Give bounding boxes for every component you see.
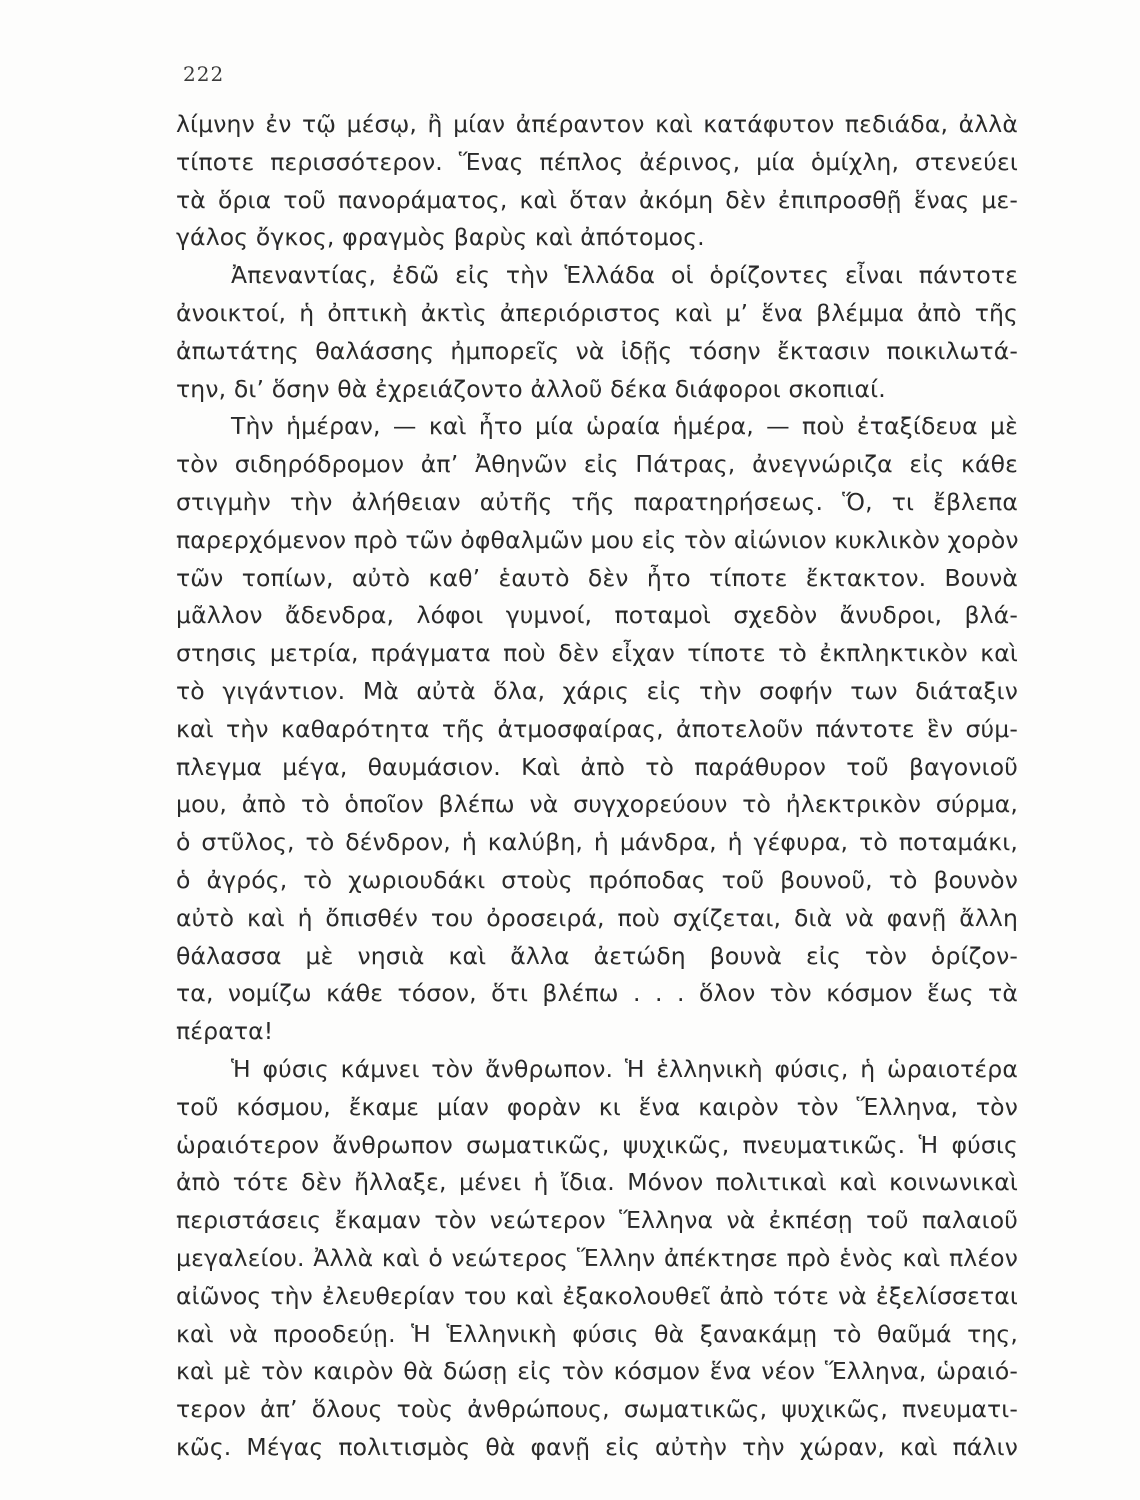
text-line: ἀνοικτοί, ἡ ὀπτικὴ ἀκτὶς ἀπεριόριστος καὶ μ’ ἕνα βλέμμα ἀπὸ τῆς [176,298,1018,327]
text-line: ἀπὸ τότε δὲν ἤλλαξε, μένει ἡ ἴδια. Μόνον πολιτικαὶ καὶ κοινωνικαὶ [176,1168,1018,1197]
text-line: τα, νομίζω κάθε τόσον, ὅτι βλέπω . . . ὅλον τὸν κόσμον ἕως τὰ [176,979,1018,1008]
text-line: τοῦ κόσμου, ἔκαμε μίαν φορὰν κι ἕνα καιρὸν τὸν Ἕλληνα, τὸν [176,1092,1018,1121]
text-line: καὶ τὴν καθαρότητα τῆς ἀτμοσφαίρας, ἀποτελοῦν πάντοτε ἓν σύμ- [176,714,1018,743]
text-line: ἀπωτάτης θαλάσσης ἠμπορεῖς νὰ ἰδῇς τόσην ἔκτασιν ποικιλωτά- [176,336,1018,365]
text-line: ὡραιότερον ἄνθρωπον σωματικῶς, ψυχικῶς, πνευματικῶς. Ἡ φύσις [176,1130,1018,1159]
text-line: αἰῶνος τὴν ἐλευθερίαν του καὶ ἐξακολουθεῖ ἀπὸ τότε νὰ ἐξελίσσεται [176,1281,1018,1310]
text-line: κῶς. Μέγας πολιτισμὸς θὰ φανῇ εἰς αὐτὴν τὴν χώραν, καὶ πάλιν [176,1432,1018,1461]
text-line: περιστάσεις ἔκαμαν τὸν νεώτερον Ἕλληνα νὰ ἐκπέσῃ τοῦ παλαιοῦ [176,1206,1018,1235]
text-line: ὁ ἀγρός, τὸ χωριουδάκι στοὺς πρόποδας τοῦ βουνοῦ, τὸ βουνὸν [176,865,1018,894]
text-line: θάλασσα μὲ νησιὰ καὶ ἄλλα ἀετώδη βουνὰ εἰς τὸν ὁρίζον- [176,941,1018,970]
text-line: Ἀπεναντίας, ἐδῶ εἰς τὴν Ἑλλάδα οἱ ὁρίζοντες εἶναι πάντοτε [231,261,1018,290]
text-line: στιγμὴν τὴν ἀλήθειαν αὐτῆς τῆς παρατηρήσεως. Ὅ, τι ἔβλεπα [176,487,1018,516]
text-line: τὰ ὅρια τοῦ πανοράματος, καὶ ὅταν ἀκόμη δὲν ἐπιπροσθῇ ἕνας με- [176,185,1018,214]
text-line: την, δι’ ὅσην θὰ ἐχρειάζοντο ἀλλοῦ δέκα διάφοροι σκοπιαί. [176,374,886,403]
text-line: πέρατα! [176,1017,274,1046]
text-line: τῶν τοπίων, αὐτὸ καθ’ ἑαυτὸ δὲν ἦτο τίποτε ἔκτακτον. Βουνὰ [176,563,1018,592]
text-line: μεγαλείου. Ἀλλὰ καὶ ὁ νεώτερος Ἕλλην ἀπέκτησε πρὸ ἑνὸς καὶ πλέον [176,1243,1018,1272]
text-line: τερον ἀπ’ ὅλους τοὺς ἀνθρώπους, σωματικῶς, ψυχικῶς, πνευματι- [176,1395,1018,1424]
text-line: γάλος ὄγκος, φραγμὸς βαρὺς καὶ ἀπότομος. [176,223,705,252]
text-line: τὸ γιγάντιον. Μὰ αὐτὰ ὅλα, χάρις εἰς τὴν σοφήν των διάταξιν [176,676,1018,705]
text-line: Ἡ φύσις κάμνει τὸν ἄνθρωπον. Ἡ ἑλληνικὴ φύσις, ἡ ὡραιοτέρα [231,1054,1018,1083]
text-line: καὶ νὰ προοδεύῃ. Ἡ Ἑλληνικὴ φύσις θὰ ξανακάμῃ τὸ θαῦμά της, [176,1319,1018,1348]
text-line: Τὴν ἡμέραν, — καὶ ἦτο μία ὡραία ἡμέρα, — ποὺ ἐταξίδευα μὲ [231,412,1018,441]
text-line: μου, ἀπὸ τὸ ὁποῖον βλέπω νὰ συγχορεύουν τὸ ἠλεκτρικὸν σύρμα, [176,790,1018,819]
text-line: καὶ μὲ τὸν καιρὸν θὰ δώσῃ εἰς τὸν κόσμον ἕνα νέον Ἕλληνα, ὡραιό- [176,1357,1018,1386]
text-line: ὁ στῦλος, τὸ δένδρον, ἡ καλύβη, ἡ μάνδρα, ἡ γέφυρα, τὸ ποταμάκι, [176,828,1018,857]
text-line: λίμνην ἐν τῷ μέσῳ, ἢ μίαν ἀπέραντον καὶ κατάφυτον πεδιάδα, ἀλλὰ [176,110,1018,138]
text-line: πλεγμα μέγα, θαυμάσιον. Καὶ ἀπὸ τὸ παράθυρον τοῦ βαγονιοῦ [176,752,1018,781]
body-text [176,106,1018,1467]
text-line: τίποτε περισσότερον. Ἕνας πέπλος ἀέρινος, μία ὁμίχλη, στενεύει [176,147,1018,176]
text-line: στησις μετρία, πράγματα ποὺ δὲν εἶχαν τίποτε τὸ ἐκπληκτικὸν καὶ [176,639,1018,668]
text-line: τὸν σιδηρόδρομον ἀπ’ Ἀθηνῶν εἰς Πάτρας, ἀνεγνώριζα εἰς κάθε [176,450,1018,479]
text-line: μᾶλλον ἄδενδρα, λόφοι γυμνοί, ποταμοὶ σχεδὸν ἄνυδροι, βλά- [176,601,1018,630]
page-number: 222 [183,62,225,86]
text-line: αὐτὸ καὶ ἡ ὄπισθέν του ὀροσειρά, ποὺ σχίζεται, διὰ νὰ φανῇ ἄλλη [176,903,1018,932]
text-line: παρερχόμενον πρὸ τῶν ὀφθαλμῶν μου εἰς τὸν αἰώνιον κυκλικὸν χορὸν [176,525,1019,554]
